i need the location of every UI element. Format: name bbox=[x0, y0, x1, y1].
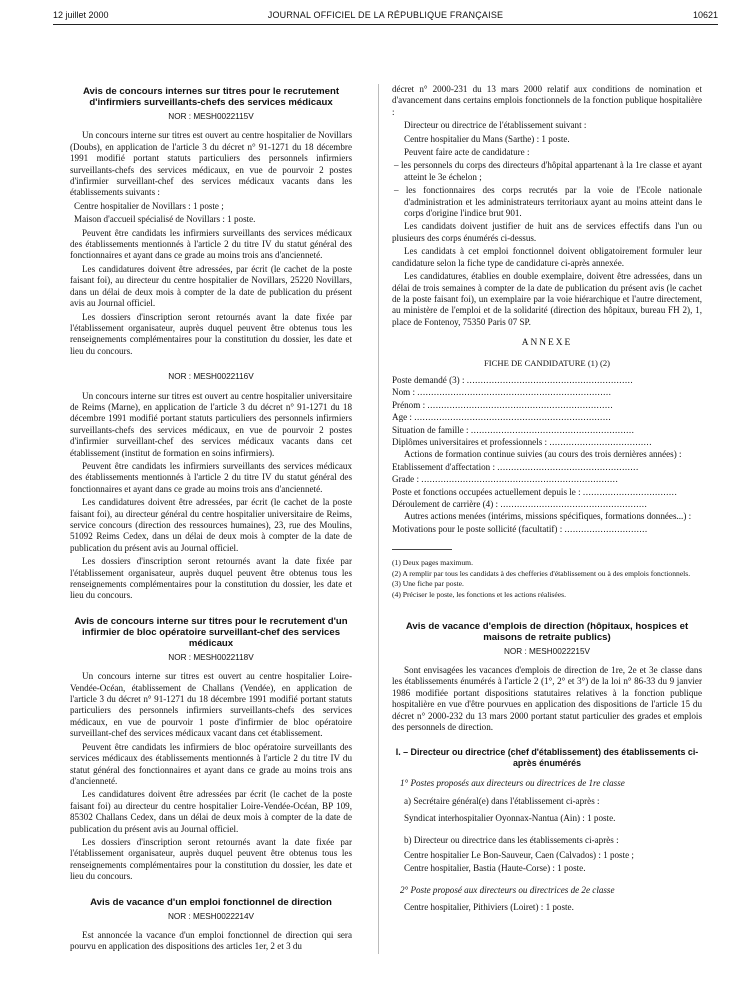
nor-reference: NOR : MESH0022214V bbox=[167, 911, 254, 921]
paragraph: Peuvent être candidats les infirmiers de bloc opératoire surveillants des services médicaux des établissements mentionnés à l'article 2 du titre IV du statut général des fonctionnaires et ayant dans ce grade au moins trois ans d'ancienneté. bbox=[70, 741, 352, 786]
subsection-heading: I. – Directeur ou directrice (chef d'établissement) des établissements ci-après énumérés bbox=[395, 747, 699, 768]
left-column bbox=[70, 86, 352, 955]
form-field: Autres actions menées (intérims, missions spécifiques, formations données...) : bbox=[404, 511, 692, 522]
paragraph: Directeur ou directrice de l'établissement suivant : bbox=[404, 120, 587, 131]
page-header bbox=[53, 8, 718, 25]
footnote: (3) Une fiche par poste. bbox=[392, 579, 464, 589]
paragraph: Peuvent être candidats les infirmiers surveillants des services médicaux des établissements mentionnés à l'article 2 du titre IV du statut général des fonctionnaires et ayant dans ce grade au moins trois ans d'ancienneté. bbox=[70, 227, 352, 261]
paragraph: Centre hospitalier Le Bon-Sauveur, Caen (Calvados) : 1 poste ; bbox=[404, 850, 634, 861]
paragraph: Centre hospitalier, Pithiviers (Loiret) : 1 poste. bbox=[404, 902, 574, 913]
paragraph: Les candidatures doivent être adressées, par écrit (le cachet de la poste faisant foi), au directeur général du centre hospitalier universitaire de Reims, service concours (direction des ressources humaines), 23, rue des Moulins, 51092 Reims Cedex, dans un délai de deux mois à compter de la date de publication du présent avis au Journal officiel. bbox=[70, 497, 352, 553]
category-heading: 1° Postes proposés aux directeurs ou directrices de 1re classe bbox=[400, 778, 625, 789]
paragraph: Les dossiers d'inscription seront retournés avant la date fixée par l'établissement organisateur, auprès duquel peuvent être obtenus tous les renseignements complémentaires pour la constitution du dossier, les date et lieu du concours. bbox=[70, 836, 352, 882]
nor-reference: NOR : MESH0022215V bbox=[503, 646, 590, 656]
form-field: Situation de famille : ........................................................... bbox=[392, 424, 635, 435]
paragraph: Un concours interne sur titres est ouvert au centre hospitalier universitaire de Reims (Marne), en application de l'article 3 du décret n° 91-1271 du 18 décembre 1991 modifié portant statuts particuliers des personnels infirmiers surveillants-chefs des services médicaux, en vue de pourvoir 2 postes d'infirmier surveillant-chef des services médicaux vacants dans cet établissement (institut de formation en soins infirmiers). bbox=[70, 390, 352, 458]
paragraph: Les candidatures doivent être adressées, par écrit (le cachet de la poste faisant foi), au directeur du centre hospitalier de Novillars, 25220 Novillars, dans un délai de deux mois à compter de la date de publication du présent avis au Journal officiel. bbox=[70, 263, 352, 309]
paragraph: Syndicat interhospitalier Oyonnax-Nantua (Ain) : 1 poste. bbox=[404, 813, 616, 824]
annex-heading: ANNEXE bbox=[521, 338, 573, 349]
paragraph: Peuvent faire acte de candidature : bbox=[404, 147, 530, 158]
section-title: Avis de concours internes sur titres pour le recrutement d'infirmiers surveillants-chefs des services médicaux bbox=[82, 86, 340, 108]
paragraph: Sont envisagées les vacances d'emplois de direction de 1re, 2e et 3e classe dans les établissements énumérés à l'article 2 (1°, 2° et 3°) de la loi n° 86-33 du 9 janvier 1986 modifiée portant dispositions statutaires relatives à la fonction publique hospitalière en vue d'être pourvues en application des dispositions de l'article 15 du décret n° 2000-232 du 13 mars 2000 portant statut particulier des grades et emplois des personnels de direction. bbox=[392, 665, 702, 733]
nor-reference: NOR : MESH0022115V bbox=[168, 112, 254, 121]
paragraph: Les candidats à cet emploi fonctionnel doivent obligatoirement formuler leur candidature selon la fiche type de candidature ci-après annexée. bbox=[392, 246, 702, 268]
form-field: Age : ....................................................................... bbox=[392, 412, 612, 423]
footnote-rule bbox=[392, 549, 452, 550]
form-field: Diplômes universitaires et professionnels : ..................................... bbox=[392, 436, 652, 447]
nor-reference: NOR : MESH0022116V bbox=[168, 372, 254, 382]
form-field: Motivations pour le poste sollicité (facultatif) : .............................. bbox=[392, 523, 648, 534]
paragraph: Les dossiers d'inscription seront retournés avant la date fixée par l'établissement organisateur, auprès duquel peuvent être obtenus tous les renseignements complémentaires pour la constitution du dossier, les date et lieu du concours. bbox=[70, 556, 352, 601]
footnote: (4) Préciser le poste, les fonctions et les actions réalisées. bbox=[392, 590, 566, 599]
column-divider bbox=[378, 84, 379, 954]
form-field: Grade : ....................................................................... bbox=[392, 474, 619, 485]
paragraph: Les candidats doivent justifier de huit ans de services effectifs dans l'un ou plusieurs des corps énumérés ci-dessus. bbox=[392, 221, 702, 243]
paragraph: Les candidatures doivent être adressées par écrit (le cachet de la poste faisant foi) au directeur du centre hospitalier Loire-Vendée-Océan, BP 109, 85302 Challans Cedex, dans un délai de deux mois à compter de la date de publication du présent avis au Journal officiel. bbox=[70, 789, 352, 834]
right-column bbox=[392, 84, 702, 916]
section-title: Avis de vacance d'emplois de direction (hôpitaux, hospices et maisons de retraite publics) bbox=[405, 620, 689, 643]
form-field: Actions de formation continue suivies (au cours des trois dernières années) : bbox=[404, 449, 682, 460]
paragraph: Centre hospitalier, Bastia (Haute-Corse) : 1 poste. bbox=[404, 863, 586, 874]
paragraph: Peuvent être candidats les infirmiers surveillants des services médicaux des établissements mentionnés à l'article 2 du titre IV du statut général des fonctionnaires et ayant dans ce grade au moins trois ans d'ancienneté. bbox=[70, 460, 352, 494]
paragraph: Centre hospitalier du Mans (Sarthe) : 1 poste. bbox=[404, 133, 570, 144]
issue-date: 12 juillet 2000 bbox=[53, 10, 109, 20]
form-field: Etablissement d'affectation : ................................................... bbox=[392, 461, 639, 472]
form-field: Poste et fonctions occupées actuellement depuis le : .................................. bbox=[392, 486, 678, 497]
form-field: Déroulement de carrière (4) : ..................................................... bbox=[392, 499, 648, 509]
paragraph: a) Secrétaire général(e) dans l'établissement ci-après : bbox=[404, 795, 600, 806]
paragraph: b) Directeur ou directrice dans les établissements ci-après : bbox=[404, 834, 619, 845]
paragraph: Un concours interne sur titres est ouvert au centre hospitalier Loire-Vendée-Océan, établissement de Challans (Vendée), en application de l'article 3 du décret n° 91-1271 du 18 décembre 1991 modifié portant statuts particuliers des personnels infirmiers surveillants-chefs des services médicaux, en vue de pourvoir 1 poste d'infirmier de bloc opératoire surveillant-chef des services médicaux vacant dans cet établissement. bbox=[70, 671, 352, 739]
page-number: 10621 bbox=[692, 10, 718, 20]
bullet-item: – les fonctionnaires des corps recrutés par la voie de l'Ecole nationale d'administration et les administrateurs territoriaux ayant au moins atteint dans le corps d'origine l'indice brut 901. bbox=[394, 185, 702, 219]
list-item: Maison d'accueil spécialisé de Novillars : 1 poste. bbox=[74, 214, 256, 225]
section-title: Avis de concours interne sur titres pour le recrutement d'un infirmier de bloc opératoire surveillant-chef des services médicaux bbox=[74, 615, 348, 649]
paragraph: Les candidatures, établies en double exemplaire, doivent être adressées, dans un délai de trois semaines à compter de la date de publication du présent avis (le cachet de la poste faisant foi), un exemplaire par la voie hiérarchique et l'autre directement, au ministère de l'emploi et de la solidarité (direction des hôpitaux, bureau FH 2), 1, place de Fontenoy, 75350 Paris 07 SP. bbox=[392, 271, 702, 327]
form-heading: FICHE DE CANDIDATURE (1) (2) bbox=[483, 357, 611, 368]
nor-reference: NOR : MESH0022118V bbox=[168, 652, 254, 662]
journal-title: JOURNAL OFFICIEL DE LA RÉPUBLIQUE FRANÇAISE bbox=[267, 10, 504, 20]
form-field: Nom : ...................................................................... bbox=[392, 387, 612, 398]
footnote: (2) A remplir par tous les candidats à des chefferies d'établissement ou à des emplois fonctionnels. bbox=[392, 568, 691, 578]
bullet-item: – les personnels du corps des directeurs d'hôpital appartenant à la 1re classe et ayant atteint le 3e échelon ; bbox=[394, 160, 702, 182]
paragraph: Un concours interne sur titres est ouvert au centre hospitalier de Novillars (Doubs), en application de l'article 3 du décret n° 91-1271 du 18 décembre 1991 modifié portant statuts particuliers des personnels infirmiers surveillants-chefs des services médicaux, en vue de pourvoir 2 postes d'infirmier surveillant-chef des services médicaux vacants dans les établissements suivants : bbox=[70, 130, 352, 198]
form-field: Poste demandé (3) : ............................................................ bbox=[392, 374, 634, 385]
list-item: Centre hospitalier de Novillars : 1 poste ; bbox=[74, 200, 224, 211]
footnote: (1) Deux pages maximum. bbox=[392, 558, 473, 568]
paragraph: Les dossiers d'inscription seront retournés avant la date fixée par l'établissement organisateur, auprès duquel peuvent être obtenus tous les renseignements complémentaires pour la constitution du dossier, les date et lieu du concours. bbox=[70, 311, 352, 356]
section-title: Avis de vacance d'un emploi fonctionnel de direction bbox=[90, 896, 332, 908]
form-field: Prénom : ................................................................... bbox=[392, 399, 614, 410]
category-heading: 2° Poste proposé aux directeurs ou directrices de 2e classe bbox=[400, 884, 615, 895]
paragraph: Est annoncée la vacance d'un emploi fonctionnel de direction qui sera pourvu en application des dispositions des articles 1er, 2 et 3 du bbox=[70, 929, 352, 952]
paragraph: décret n° 2000-231 du 13 mars 2000 relatif aux conditions de nomination et d'avancement dans certains emplois fonctionnels de la fonction publique hospitalière : bbox=[392, 84, 702, 117]
